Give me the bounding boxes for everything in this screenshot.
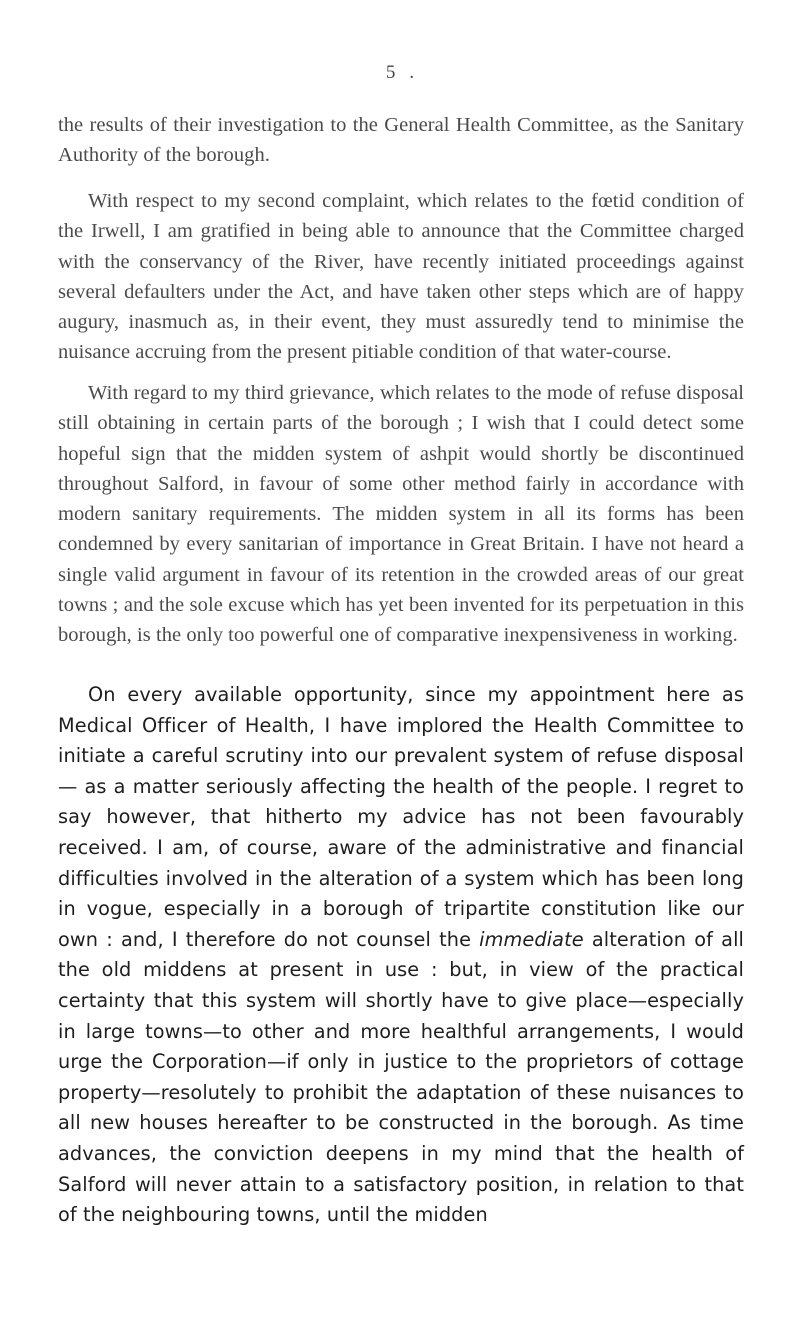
paragraph-4 [58, 680, 744, 1231]
paragraph-4-emphasis: immediate [479, 927, 584, 951]
paragraph-4-text [58, 680, 744, 1231]
paragraph-3-text: With regard to my third grievance, which relates to the mode of refuse disposal still obtaining in certain parts of the borough ; I wish that I could detect some hopeful sign that the midden system of ashpit would shortly be discontinued throughout Salford, in favour of some other method fairly in accordance with modern sanitary requirements. The midden system in all its forms has been condemned by every sanitarian of importance in Great Britain. I have not heard a single valid argument in favour of its retention in the crowded areas of our great towns ; and the sole excuse which has yet been invented for its perpetuation in this borough, is the only too powerful one of comparative inexpensiveness in working. [58, 382, 744, 647]
paragraph-3 [58, 378, 744, 651]
paragraph-2-text: With respect to my second complaint, which relates to the fœtid condition of the Irwell, I am gratified in being able to announce that the Committee charged with the conservancy of the River, have recently initiated proceedings against several defaulters under the Act, and have taken other steps which are of happy augury, inasmuch as, in their event, they must assuredly tend to minimise the nuisance accruing from the present pitiable condition of that water-course. [58, 190, 744, 364]
page-number [0, 62, 800, 84]
paragraph-2 [58, 186, 744, 368]
paragraph-1-text: the results of their investigation to the General Health Committee, as the Sanitary Authority of the borough. [58, 114, 744, 167]
paragraph-4-part-2: alteration of all the old middens at present in use : but, in view of the practical certainty that this system will shortly have to give place—especially in large towns—to other and more healthful arrangements, I would urge the Corporation—if only in justice to the proprietors of cottage property—resolutely to prohibit the adaptation of these nuisances to all new houses hereafter to be constructed in the borough. As time advances, the conviction deepens in my mind that the health of Salford will never attain to a satisfactory position, in relation to that of the neighbouring towns, until the midden [58, 927, 744, 1227]
paragraph-4-part-1: On every available opportunity, since my appointment here as Medical Officer of Health, I have implored the Health Committee to initiate a careful scrutiny into our prevalent system of refuse disposal— as a matter seriously affecting the health of the people. I regret to say however, that hitherto my advice has not been favourably received. I am, of course, aware of the administrative and financial difficulties involved in the alteration of a system which has been long in vogue, especially in a borough of tripartite constitution like our own : and, I therefore do not counsel the [58, 683, 744, 951]
page-number-mark: . [409, 62, 415, 83]
page-number-value: 5 [385, 62, 396, 83]
paragraph-1 [58, 110, 744, 171]
